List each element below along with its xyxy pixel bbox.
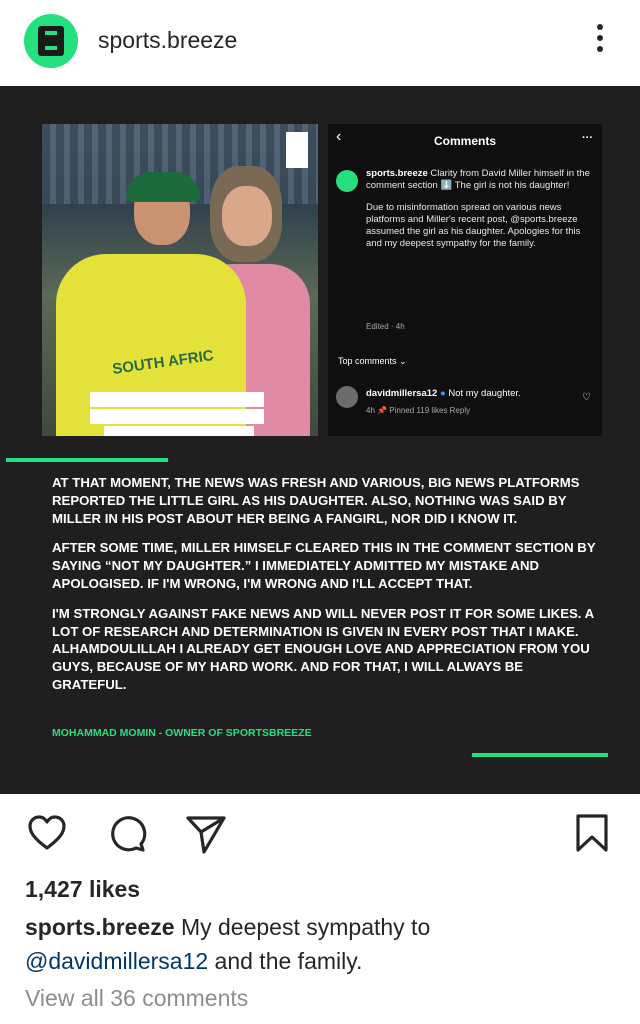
post-header: [0, 0, 640, 84]
quote-paragraph: AFTER SOME TIME, MILLER HIMSELF CLEARED THIS IN THE COMMENT SECTION BY SAYING “NOT MY DAUGHTER.” I IMMEDIATELY ADMITTED MY MISTAKE AND APOLOGISED. IF I'M WRONG, I'M WRONG AND I'LL ACCEPT THAT.: [52, 540, 596, 591]
post-username[interactable]: sports.breeze: [98, 27, 238, 53]
post-caption: [25, 910, 625, 978]
photo-brand-tag: SPORTSBREEZE: [160, 420, 216, 426]
quote-attribution: MOHAMMAD MOMIN - OWNER OF SPORTSBREEZE: [52, 727, 312, 739]
post-image[interactable]: [0, 86, 640, 794]
comment-edited: Edited · 4h: [366, 322, 405, 331]
girl-face: [222, 186, 272, 246]
redaction-boxes: [90, 392, 264, 436]
small-heart-icon: ♡: [582, 392, 591, 403]
player-cap: [126, 172, 200, 202]
send-icon[interactable]: [184, 812, 228, 856]
action-bar: [0, 812, 640, 856]
more-horizontal-icon: ···: [582, 132, 593, 144]
main-comment: [366, 168, 592, 250]
reply-avatar: [336, 386, 358, 408]
comment-icon[interactable]: [105, 812, 149, 856]
reply-meta: 4h 📌 Pinned 119 likes Reply: [366, 406, 471, 415]
player-photo: [42, 124, 318, 436]
quote-paragraph: AT THAT MOMENT, THE NEWS WAS FRESH AND VARIOUS, BIG NEWS PLATFORMS REPORTED THE LITTLE GIRL AS HIS DAUGHTER. ALSO, NOTHING WAS SAID BY MILLER IN HIS POST ABOUT HER BEING A FANGIRL, NOR DID I KNOW IT.: [52, 475, 580, 526]
jersey-text: SOUTH AFRIC: [111, 346, 215, 379]
quote-paragraph: I'M STRONGLY AGAINST FAKE NEWS AND WILL NEVER POST IT FOR SOME LIKES. A LOT OF RESEARCH AND DETERMINATION IS GIVEN IN EVERY POST THAT I MAKE. ALHAMDOULILLAH I ALREADY GET ENOUGH LOVE AND APPRECIATION FROM YOU GUYS, BECAUSE OF MY HARD WORK. AND FOR THAT, I WILL ALWAYS BE GRATEFUL.: [52, 605, 594, 692]
comment-user: sports.breeze: [366, 168, 428, 179]
comments-screenshot: [328, 124, 602, 436]
comments-title: Comments: [433, 134, 496, 148]
more-vertical-icon[interactable]: [590, 24, 610, 60]
top-comments-label: Top comments ⌄: [338, 356, 407, 366]
comment-text: Clarity from David Miller himself in the comment section ⬇️ The girl is not his daughter!: [366, 168, 590, 191]
view-all-comments-link[interactable]: View all 36 comments: [25, 985, 249, 1011]
bookmark-icon[interactable]: [570, 812, 614, 856]
caption-text-2: and the family.: [214, 948, 363, 974]
sportsbreeze-logo-icon: [38, 26, 64, 56]
heart-icon[interactable]: [25, 812, 69, 856]
quote-text: [52, 474, 598, 706]
caption-username[interactable]: sports.breeze: [25, 914, 175, 940]
accent-line-bottom: [472, 753, 608, 757]
sportsbreeze-watermark-icon: [286, 132, 308, 168]
like-count[interactable]: 1,427 likes: [25, 876, 141, 902]
comment-avatar: [336, 170, 358, 192]
reply-comment: davidmillersa12 ● Not my daughter.: [366, 388, 521, 399]
caption-mention[interactable]: @davidmillersa12: [25, 948, 209, 974]
comment-text-2: Due to misinformation spread on various news platforms and Miller's recent post, @sports.breeze assumed the girl as his daughter. Apologies for this and my deepest sympathy for the family.: [366, 202, 581, 249]
caption-text: My deepest sympathy to: [180, 914, 431, 940]
accent-line-top: [6, 458, 168, 462]
profile-avatar[interactable]: [24, 14, 78, 68]
chevron-left-icon: ‹: [336, 128, 342, 145]
